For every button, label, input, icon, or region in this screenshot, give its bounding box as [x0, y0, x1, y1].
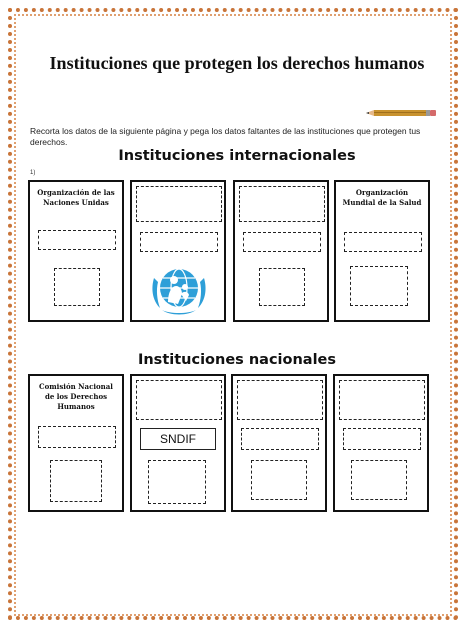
image-slot	[351, 460, 407, 500]
name-slot	[339, 380, 425, 420]
image-slot	[50, 460, 102, 502]
sndif-label: SNDIF	[140, 428, 216, 450]
card-label: Organización Mundial de la Salud	[342, 188, 422, 207]
card-label: Comisión Nacional de los Derechos Humanos	[39, 382, 113, 411]
card-international-3	[233, 180, 329, 322]
name-slot	[136, 186, 222, 222]
card-cndh	[28, 374, 124, 512]
name-slot	[136, 380, 222, 420]
instruction-text: Recorta los datos de la siguiente página y pega los datos faltantes de las instituciones que protegen tus derechos.	[30, 126, 421, 147]
unicef-logo-icon	[148, 264, 210, 318]
card-unicef	[130, 180, 226, 322]
image-slot	[251, 460, 307, 500]
image-slot	[54, 268, 100, 306]
pencil-icon	[366, 108, 436, 118]
page-title: Instituciones que protegen los derechos humanos	[49, 53, 425, 73]
text-slot	[243, 232, 321, 252]
item-number: 1)	[30, 170, 36, 176]
text-slot	[241, 428, 319, 450]
name-slot	[237, 380, 323, 420]
name-slot	[239, 186, 325, 222]
card-oms	[334, 180, 430, 322]
image-slot	[259, 268, 305, 306]
card-sndif	[130, 374, 226, 512]
card-onu	[28, 180, 124, 322]
text-slot	[140, 232, 218, 252]
card-national-4	[333, 374, 429, 512]
image-slot	[148, 460, 206, 504]
card-national-3	[231, 374, 327, 512]
international-heading: Instituciones internacionales	[118, 148, 356, 164]
text-slot	[38, 426, 116, 448]
card-label: Organización de las Naciones Unidas	[37, 188, 115, 207]
national-heading: Instituciones nacionales	[137, 352, 337, 368]
image-slot	[350, 266, 408, 306]
text-slot	[343, 428, 421, 450]
text-slot	[38, 230, 116, 250]
text-slot	[344, 232, 422, 252]
